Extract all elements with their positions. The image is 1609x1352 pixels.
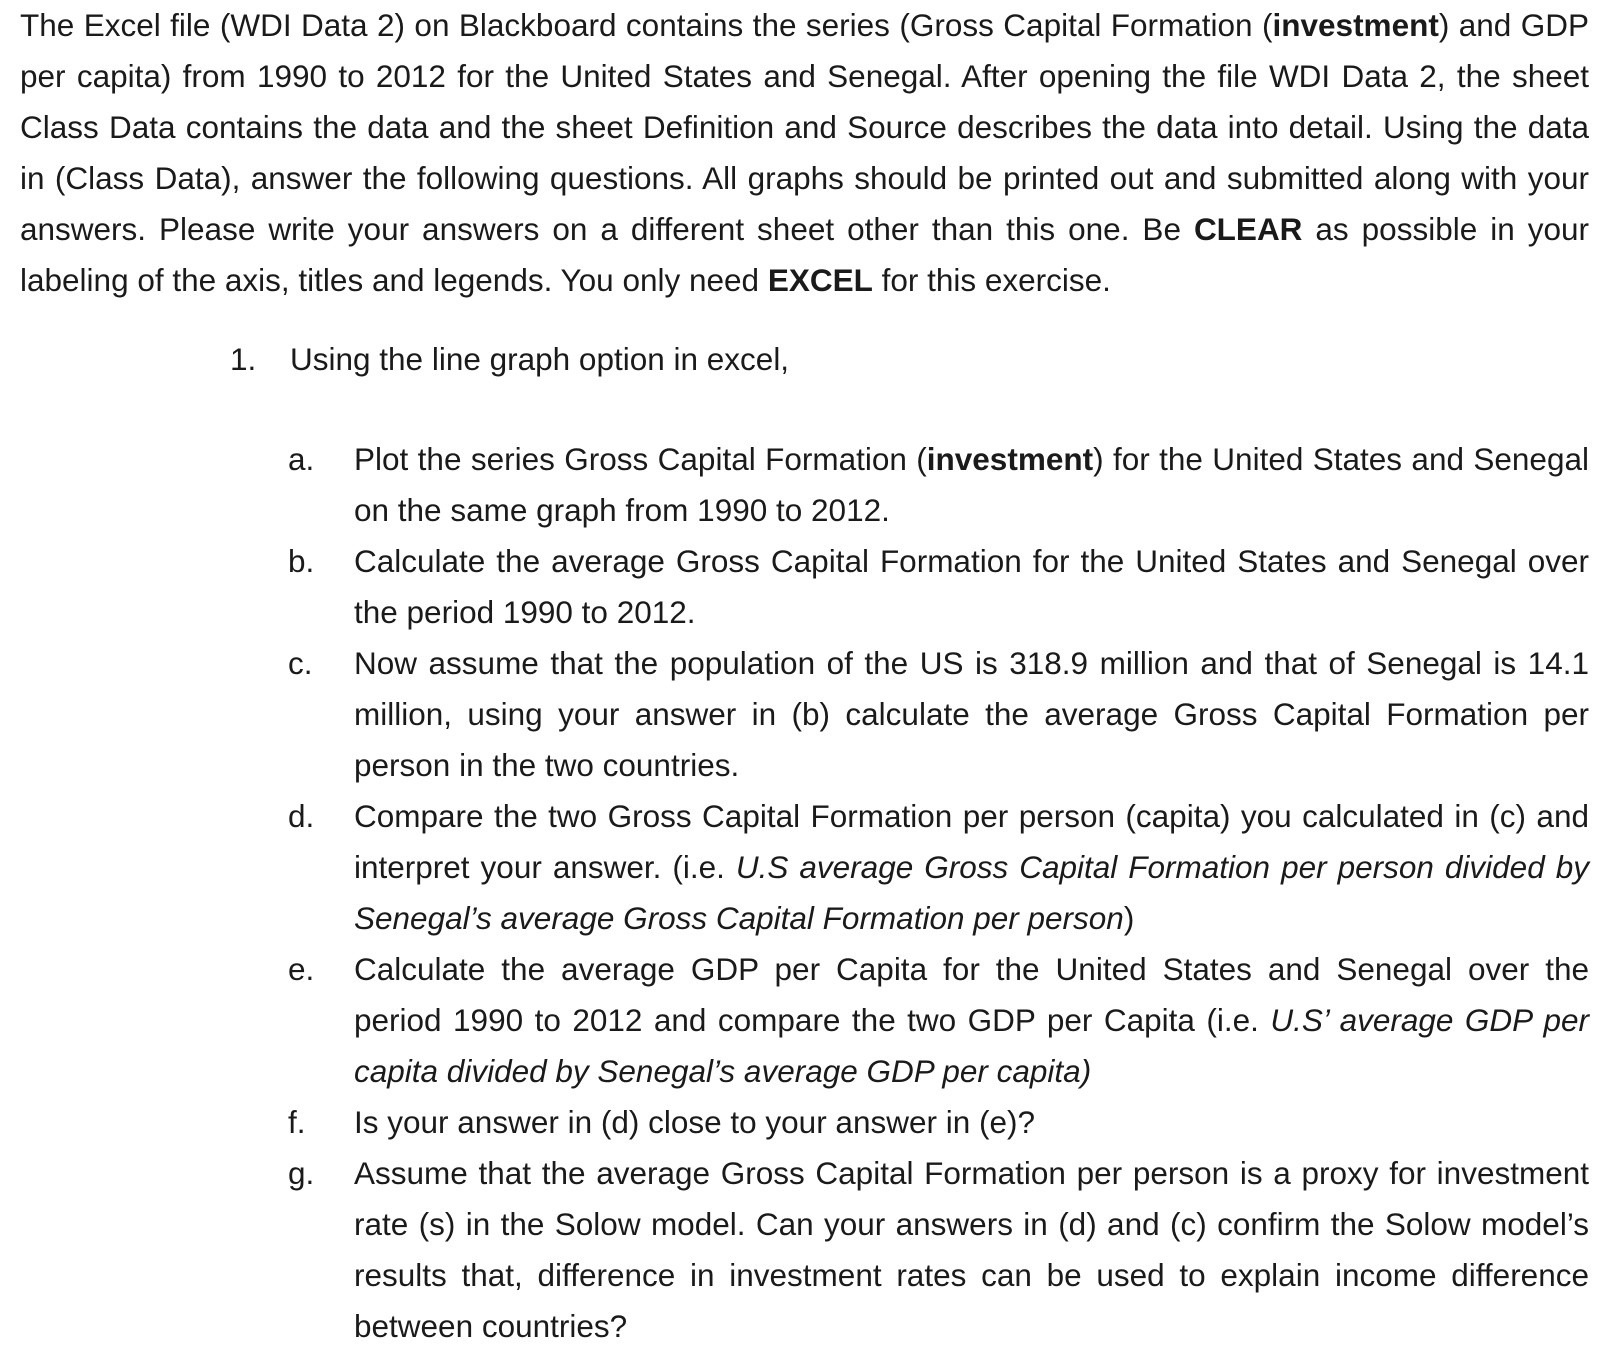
sub-question-list bbox=[288, 434, 1589, 1352]
sub-question-e-marker: e. bbox=[288, 951, 315, 987]
sub-question-c bbox=[288, 638, 1589, 791]
sub-question-a-marker: a. bbox=[288, 441, 315, 477]
sub-question-a-bold: investment bbox=[926, 441, 1094, 477]
sub-question-d-marker: d. bbox=[288, 798, 315, 834]
intro-bold-investment: investment bbox=[1272, 7, 1439, 43]
intro-text-1: The Excel file (WDI Data 2) on Blackboard contains the series (Gross Capital Formation ( bbox=[20, 7, 1273, 43]
intro-text-4: for this exercise. bbox=[872, 262, 1111, 298]
sub-question-g-text: Assume that the average Gross Capital Formation per person is a proxy for investment rate (s) in the Solow model. Can your answers in (d) and (c) confirm the Solow model’s results that, difference in investment rates can be used to explain income difference between countries? bbox=[354, 1155, 1589, 1344]
sub-question-a-text-1: Plot the series Gross Capital Formation ( bbox=[354, 441, 927, 477]
sub-question-d-text-2: ) bbox=[1123, 900, 1135, 936]
sub-question-a-text-2: ) for the United States and Senegal on the same graph from 1990 to 2012. bbox=[354, 441, 1589, 528]
sub-question-d bbox=[288, 791, 1589, 944]
sub-question-e bbox=[288, 944, 1589, 1097]
sub-question-d-text-1: Compare the two Gross Capital Formation per person (capita) you calculated in (c) and interpret your answer. (i.e. bbox=[354, 798, 1589, 885]
sub-question-e-italic: U.S’ average GDP per capita divided by Senegal’s average GDP per capita) bbox=[354, 1002, 1589, 1089]
intro-bold-excel: EXCEL bbox=[767, 262, 873, 298]
question-1-text: Using the line graph option in excel, bbox=[290, 341, 790, 377]
sub-question-b bbox=[288, 536, 1589, 638]
intro-paragraph bbox=[20, 0, 1589, 306]
sub-question-c-marker: c. bbox=[288, 645, 313, 681]
sub-question-b-marker: b. bbox=[288, 543, 315, 579]
question-1-number: 1. bbox=[230, 341, 257, 377]
sub-question-e-text-1: Calculate the average GDP per Capita for the United States and Senegal over the period 1990 to 2012 and compare the two GDP per Capita (i.e. bbox=[354, 951, 1589, 1038]
sub-question-g-marker: g. bbox=[288, 1155, 315, 1191]
question-1 bbox=[230, 334, 789, 385]
sub-question-d-italic: U.S average Gross Capital Formation per person divided by Senegal’s average Gross Capital Formation per person bbox=[354, 849, 1589, 936]
sub-question-b-text: Calculate the average Gross Capital Formation for the United States and Senegal over the period 1990 to 2012. bbox=[354, 543, 1589, 630]
intro-bold-clear: CLEAR bbox=[1193, 211, 1303, 247]
sub-question-c-text: Now assume that the population of the US is 318.9 million and that of Senegal is 14.1 million, using your answer in (b) calculate the average Gross Capital Formation per person in the two countries. bbox=[354, 645, 1589, 783]
sub-question-g bbox=[288, 1148, 1589, 1352]
intro-text-3: as possible in your labeling of the axis, titles and legends. You only need bbox=[20, 211, 1589, 298]
intro-text-2: ) and GDP per capita) from 1990 to 2012 for the United States and Senegal. After opening the file WDI Data 2, the sheet Class Data contains the data and the sheet Definition and Source describes the data into detail. Using the data in (Class Data), answer the following questions. All graphs should be printed out and submitted along with your answers. Please write your answers on a different sheet other than this one. Be bbox=[20, 7, 1589, 247]
sub-question-f bbox=[288, 1097, 1589, 1148]
sub-question-a bbox=[288, 434, 1589, 536]
sub-question-f-text: Is your answer in (d) close to your answer in (e)? bbox=[354, 1104, 1036, 1140]
sub-question-f-marker: f. bbox=[288, 1104, 306, 1140]
